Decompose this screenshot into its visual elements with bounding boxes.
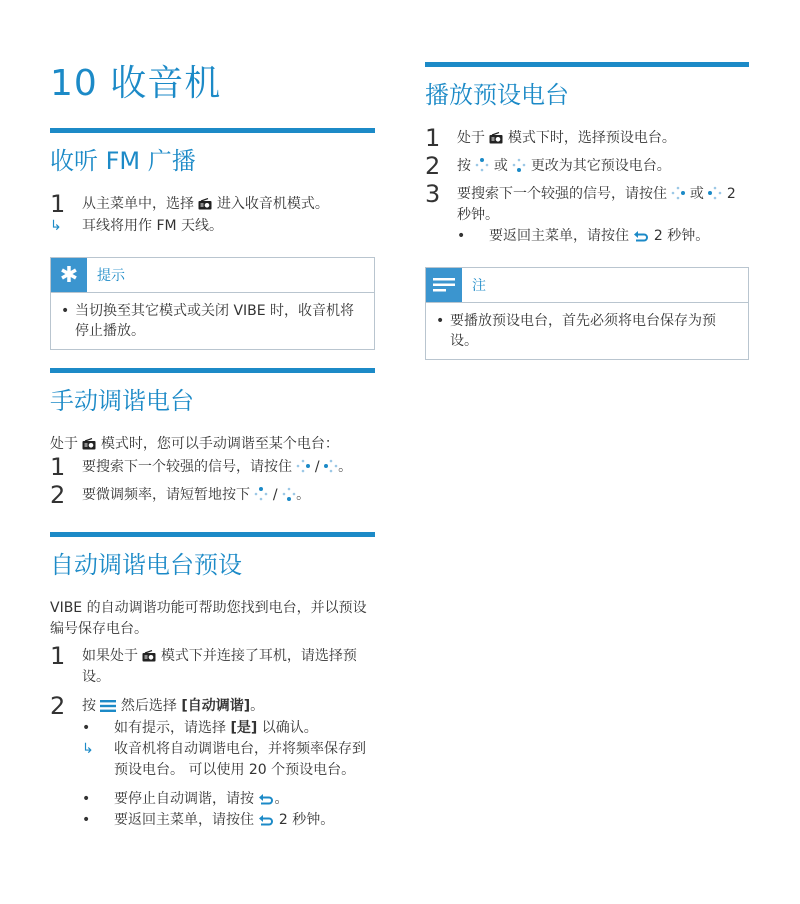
dpad-up-icon [254, 487, 268, 501]
back-icon [633, 230, 649, 242]
note-text: 要播放预设电台，首先必须将电台保存为预设。 [450, 313, 716, 349]
dpad-down-icon [282, 487, 296, 501]
section-title: 手动调谐电台 [50, 387, 194, 415]
intro-text: 处于 模式时，您可以手动调谐至某个电台： [50, 436, 339, 452]
step-number: 1 [50, 453, 66, 481]
step-substeps [425, 226, 749, 247]
section-play-preset [425, 62, 749, 360]
step-number: 2 [50, 692, 66, 720]
tip-asterisk-icon: ✱ [51, 258, 87, 292]
step-item: 1 处于 模式下时，选择预设电台。 [425, 124, 676, 152]
chapter-title: 10 收音机 [50, 63, 222, 104]
note-box [425, 267, 749, 360]
section-auto-tune [50, 532, 375, 831]
bullet: • [457, 228, 466, 244]
step-item: 1 如果处于 模式下并连接了耳机，请选择预设。 [50, 642, 357, 685]
step-result: ↳ 耳线将用作 FM 天线。 [50, 216, 375, 237]
radio-icon [82, 438, 96, 450]
step-item: 1 要搜索下一个较强的信号，请按住 / 。 [50, 453, 353, 481]
radio-icon [198, 198, 212, 210]
radio-icon [489, 132, 503, 144]
step-item: 2 要微调频率，请短暂地按下 / 。 [50, 481, 311, 509]
section-rule [425, 62, 749, 67]
dpad-left-icon [324, 459, 338, 473]
back-icon [258, 793, 274, 805]
dpad-down-icon [512, 158, 526, 172]
result-arrow-icon: ↳ [82, 741, 94, 757]
section-title: 收听 FM 广播 [50, 147, 196, 175]
step-item: 2 按 或 更改为其它预设电台。 [425, 152, 671, 180]
step-number: 1 [50, 642, 66, 670]
step-number: 2 [50, 481, 66, 509]
bullet: • [436, 313, 445, 329]
step-item: 2 按 然后选择 [自动调谐]。 [50, 692, 265, 720]
step-item: 3 要搜索下一个较强的信号，请按住 或 2 秒钟。 [425, 180, 736, 223]
section-title: 播放预设电台 [425, 81, 569, 109]
section-rule [50, 128, 375, 133]
radio-icon [142, 650, 156, 662]
bullet-item: • 要返回主菜单，请按住 2 秒钟。 [457, 226, 749, 247]
note-lines-icon [426, 268, 462, 302]
note-label: 注 [472, 278, 486, 294]
result-item: ↳ 收音机将自动调谐电台，并将频率保存到预设电台。 可以使用 20 个预设电台。 [82, 739, 375, 781]
section-listen-fm [50, 128, 375, 350]
back-icon [258, 814, 274, 826]
bullet: • [82, 791, 91, 807]
menu-icon [100, 700, 116, 712]
dpad-right-icon [296, 459, 310, 473]
tip-box [50, 257, 375, 350]
step-substeps [50, 718, 375, 831]
step-item: 1 从主菜单中，选择 进入收音机模式。 [50, 190, 329, 218]
bullet: • [82, 720, 91, 736]
section-rule [50, 532, 375, 537]
tip-text: 当切换至其它模式或关闭 VIBE 时，收音机将停止播放。 [75, 303, 355, 339]
step-number: 2 [425, 152, 441, 180]
section-rule [50, 368, 375, 373]
bullet-item: • 要返回主菜单，请按住 2 秒钟。 [82, 810, 375, 831]
tip-label: 提示 [97, 268, 125, 284]
result-arrow-icon: ↳ [50, 218, 62, 234]
bullet-item: • 要停止自动调谐，请按 。 [82, 789, 375, 810]
dpad-left-icon [708, 186, 722, 200]
dpad-right-icon [671, 186, 685, 200]
dpad-up-icon [475, 158, 489, 172]
section-manual-tune [50, 368, 375, 507]
step-number: 1 [50, 190, 66, 218]
section-title: 自动调谐电台预设 [50, 551, 242, 579]
intro-text: VIBE 的自动调谐功能可帮助您找到电台，并以预设编号保存电台。 [50, 600, 367, 637]
bullet: • [82, 812, 91, 828]
bullet-item: • 如有提示，请选择 [是] 以确认。 [82, 718, 375, 739]
bullet: • [61, 303, 70, 319]
step-number: 1 [425, 124, 441, 152]
step-number: 3 [425, 180, 441, 208]
